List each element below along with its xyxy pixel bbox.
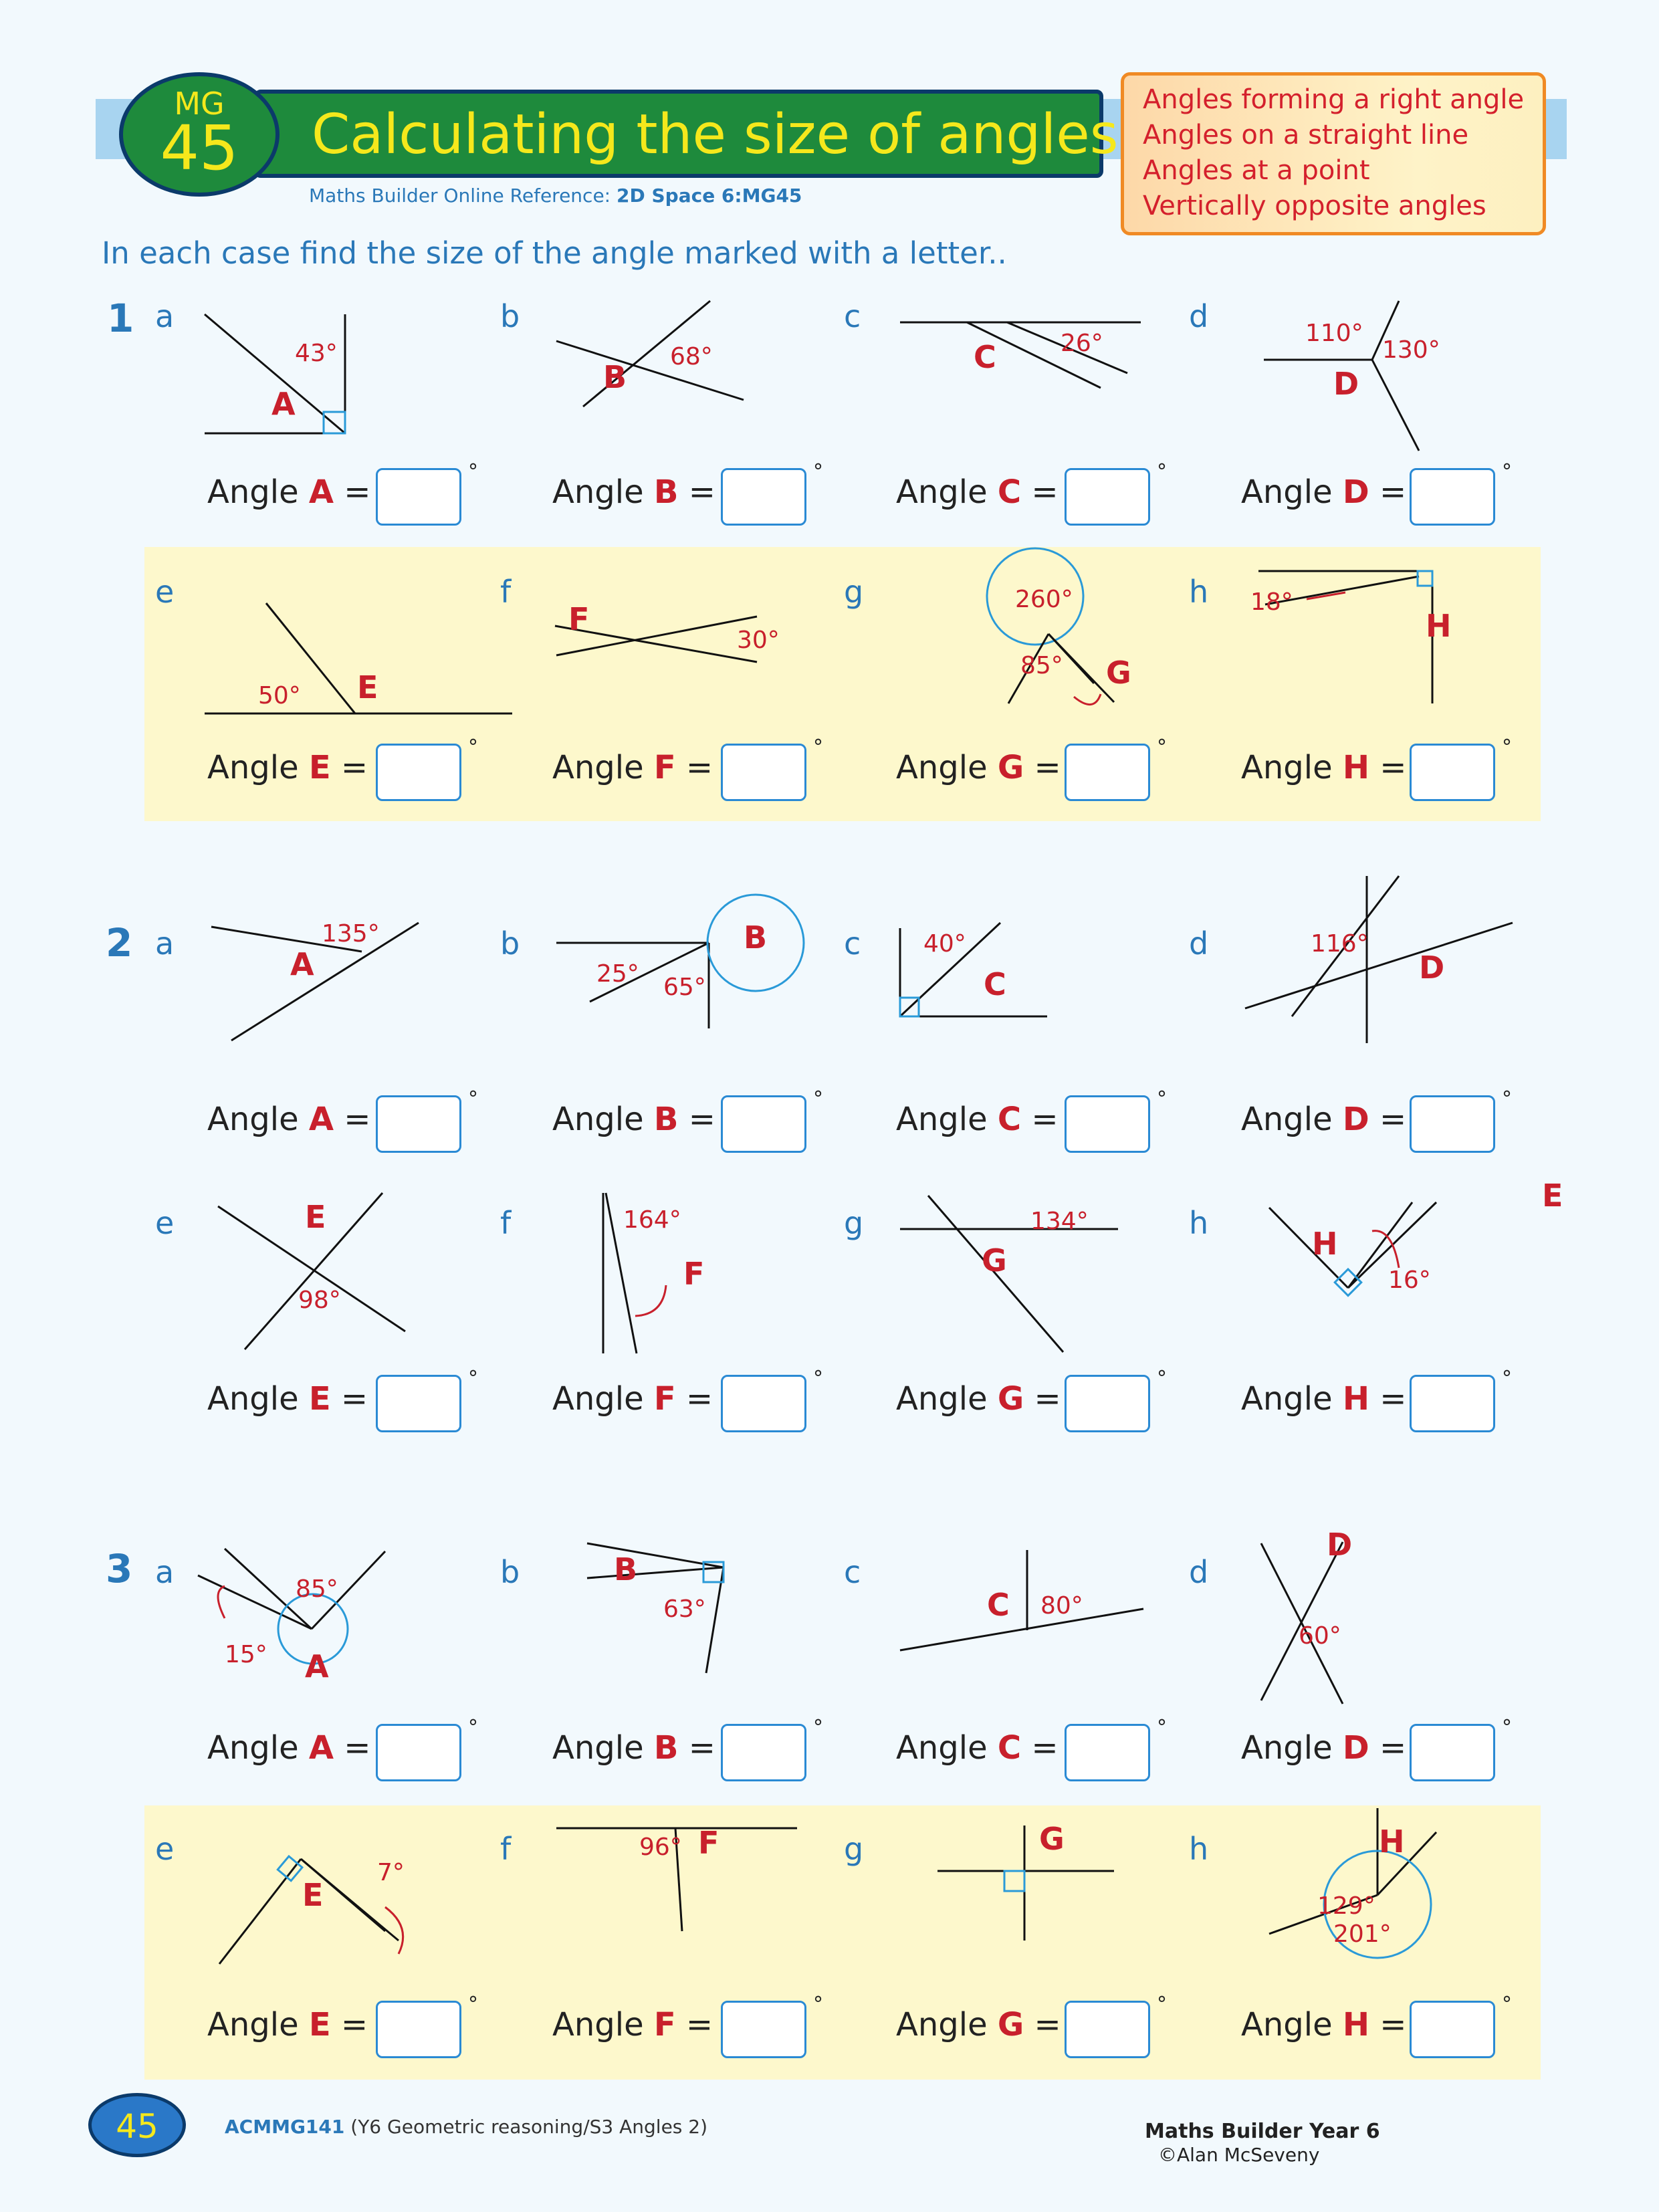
answer-input-box[interactable] bbox=[1410, 1095, 1495, 1153]
degree-symbol: ° bbox=[1157, 736, 1167, 759]
angle-value-label: 98° bbox=[298, 1287, 341, 1314]
answer-label bbox=[896, 1729, 1059, 1767]
answer-prefix: Angle bbox=[207, 1729, 299, 1767]
angle-letter-label: C bbox=[987, 1587, 1010, 1623]
topics-box bbox=[1121, 72, 1546, 235]
diagram-line bbox=[198, 1575, 312, 1629]
page-number: 45 bbox=[116, 2107, 158, 2146]
angle-letter-label: B bbox=[614, 1551, 638, 1587]
answer-prefix: Angle bbox=[552, 1380, 644, 1418]
equals-sign: = bbox=[1379, 749, 1407, 786]
answer-prefix: Angle bbox=[896, 1101, 988, 1138]
answer-label bbox=[552, 2006, 713, 2043]
angle-letter-label: F bbox=[568, 601, 590, 637]
answer-input-box[interactable] bbox=[1410, 2001, 1495, 2058]
answer-prefix: Angle bbox=[207, 2006, 299, 2043]
answer-input-box[interactable] bbox=[376, 2001, 461, 2058]
equals-sign: = bbox=[1034, 2006, 1061, 2043]
equals-sign: = bbox=[1031, 1101, 1059, 1138]
degree-symbol: ° bbox=[1502, 460, 1512, 483]
answer-input-box[interactable] bbox=[376, 468, 461, 526]
question-number: 2 bbox=[106, 920, 133, 966]
lesson-badge-number: 45 bbox=[160, 112, 239, 184]
answer-label bbox=[896, 1101, 1059, 1138]
angle-letter-label: G bbox=[1039, 1821, 1065, 1857]
answer-input-box[interactable] bbox=[1410, 1375, 1495, 1432]
angle-value-label: 164° bbox=[623, 1206, 681, 1234]
angle-letter-label: D bbox=[1327, 1527, 1353, 1563]
angle-letter-label: C bbox=[984, 966, 1006, 1002]
answer-letter: B bbox=[653, 1729, 679, 1767]
angle-diagram bbox=[118, 288, 465, 468]
angle-value-label: 135° bbox=[322, 920, 380, 948]
sub-question-letter: f bbox=[500, 574, 512, 610]
angle-diagram bbox=[118, 915, 465, 1095]
degree-symbol: ° bbox=[813, 736, 823, 759]
angle-letter-label: F bbox=[683, 1256, 705, 1292]
answer-label bbox=[552, 749, 713, 786]
answer-label bbox=[896, 473, 1059, 511]
sub-question-letter: e bbox=[155, 574, 175, 610]
angle-value-label: 110° bbox=[1305, 320, 1363, 347]
angle-diagram bbox=[463, 915, 810, 1095]
angle-value-label: 18° bbox=[1250, 588, 1293, 616]
degree-symbol: ° bbox=[1502, 736, 1512, 759]
answer-input-box[interactable] bbox=[1065, 468, 1150, 526]
page-number-badge bbox=[88, 2093, 186, 2157]
angle-letter-label: A bbox=[305, 1648, 329, 1684]
sub-question-letter: b bbox=[500, 298, 520, 334]
angle-diagram bbox=[806, 563, 1154, 744]
answer-label bbox=[207, 473, 371, 511]
answer-input-box[interactable] bbox=[1410, 468, 1495, 526]
angle-diagram bbox=[1151, 1820, 1499, 2001]
angle-value-label: 260° bbox=[1015, 586, 1073, 613]
answer-input-box[interactable] bbox=[1065, 2001, 1150, 2058]
equals-sign: = bbox=[1379, 2006, 1407, 2043]
answer-prefix: Angle bbox=[552, 473, 644, 511]
answer-prefix: Angle bbox=[207, 1101, 299, 1138]
diagram-line bbox=[1245, 923, 1513, 1008]
answer-input-box[interactable] bbox=[721, 744, 806, 801]
answer-input-box[interactable] bbox=[721, 1724, 806, 1781]
answer-letter: F bbox=[653, 2006, 676, 2043]
angle-diagram bbox=[806, 1543, 1154, 1724]
degree-symbol: ° bbox=[1157, 1367, 1167, 1390]
sub-question-letter: c bbox=[844, 925, 861, 962]
answer-label bbox=[896, 749, 1061, 786]
sub-question-letter: a bbox=[155, 1554, 175, 1590]
degree-symbol: ° bbox=[1157, 460, 1167, 483]
angle-letter-label: F bbox=[698, 1825, 720, 1861]
answer-input-box[interactable] bbox=[376, 1375, 461, 1432]
angle-letter-label: A bbox=[271, 386, 296, 422]
angle-letter-label: H bbox=[1426, 608, 1452, 644]
angle-letter-label: G bbox=[1106, 655, 1131, 691]
sub-question-letter: e bbox=[155, 1205, 175, 1241]
angle-value-label: 129° bbox=[1317, 1892, 1375, 1920]
angle-diagram bbox=[806, 288, 1154, 468]
answer-letter: G bbox=[997, 749, 1024, 786]
arrow-icon bbox=[1074, 694, 1101, 705]
answer-prefix: Angle bbox=[552, 2006, 644, 2043]
answer-label bbox=[896, 2006, 1061, 2043]
sub-question-letter: c bbox=[844, 1554, 861, 1590]
sub-question-letter: h bbox=[1189, 574, 1209, 610]
degree-symbol: ° bbox=[1502, 1716, 1512, 1739]
arrow-icon bbox=[218, 1586, 225, 1618]
sub-question-letter: h bbox=[1189, 1205, 1209, 1241]
angle-letter-label: C bbox=[974, 339, 996, 375]
degree-symbol: ° bbox=[1157, 1993, 1167, 2016]
angle-value-label: 130° bbox=[1382, 336, 1440, 364]
degree-symbol: ° bbox=[813, 460, 823, 483]
answer-label bbox=[207, 2006, 368, 2043]
sub-question-letter: g bbox=[844, 1831, 864, 1867]
sub-question-letter: a bbox=[155, 925, 175, 962]
angle-letter-label: E bbox=[305, 1199, 326, 1235]
answer-prefix: Angle bbox=[896, 473, 988, 511]
angle-letter-label: B bbox=[744, 919, 768, 956]
diagram-line bbox=[706, 1567, 724, 1673]
angle-diagram bbox=[463, 1820, 810, 2001]
degree-symbol: ° bbox=[1502, 1993, 1512, 2016]
answer-letter: E bbox=[308, 2006, 331, 2043]
equals-sign: = bbox=[340, 1380, 368, 1418]
answer-prefix: Angle bbox=[552, 1729, 644, 1767]
answer-letter: B bbox=[653, 473, 679, 511]
sub-question-letter: e bbox=[155, 1831, 175, 1867]
diagram-line bbox=[219, 1859, 301, 1964]
answer-letter: C bbox=[997, 473, 1022, 511]
sub-question-letter: g bbox=[844, 574, 864, 610]
answer-input-box[interactable] bbox=[376, 1724, 461, 1781]
angle-value-label: 43° bbox=[295, 340, 338, 367]
angle-value-label: 15° bbox=[225, 1641, 267, 1668]
angle-letter-label: H bbox=[1379, 1823, 1405, 1860]
degree-symbol: ° bbox=[1502, 1367, 1512, 1390]
right-angle-marker bbox=[278, 1856, 302, 1881]
answer-input-box[interactable] bbox=[721, 1095, 806, 1153]
answer-input-box[interactable] bbox=[1065, 1724, 1150, 1781]
answer-input-box[interactable] bbox=[376, 744, 461, 801]
answer-letter: H bbox=[1342, 1380, 1370, 1418]
angle-letter-label: B bbox=[603, 359, 627, 395]
answer-prefix: Angle bbox=[207, 1380, 299, 1418]
equals-sign: = bbox=[1379, 1380, 1407, 1418]
answer-prefix: Angle bbox=[896, 749, 988, 786]
topic-item: Angles at a point bbox=[1143, 155, 1370, 186]
copyright: ©Alan McSeveny bbox=[1158, 2144, 1320, 2166]
lesson-badge bbox=[119, 72, 280, 197]
angle-value-label: 26° bbox=[1061, 330, 1103, 357]
answer-input-box[interactable] bbox=[1410, 1724, 1495, 1781]
answer-label bbox=[1241, 749, 1407, 786]
title-bar bbox=[254, 90, 1119, 178]
question-number: 1 bbox=[107, 296, 134, 341]
degree-symbol: ° bbox=[813, 1087, 823, 1111]
answer-prefix: Angle bbox=[552, 749, 644, 786]
lesson-badge-mg: MG bbox=[174, 86, 225, 122]
sub-question-letter: h bbox=[1189, 1831, 1209, 1867]
answer-label bbox=[552, 1729, 715, 1767]
answer-input-box[interactable] bbox=[1065, 1375, 1150, 1432]
angle-value-label: 50° bbox=[258, 682, 301, 709]
equals-sign: = bbox=[1379, 1101, 1407, 1138]
angle-diagram bbox=[1151, 1527, 1499, 1724]
angle-letter-label: D bbox=[1333, 366, 1359, 402]
angle-diagram bbox=[806, 1820, 1154, 2001]
equals-sign: = bbox=[688, 1729, 715, 1767]
degree-symbol: ° bbox=[813, 1367, 823, 1390]
answer-letter: G bbox=[997, 1380, 1024, 1418]
angle-letter-label: E bbox=[1542, 1178, 1563, 1214]
answer-letter: C bbox=[997, 1729, 1022, 1767]
angle-diagram bbox=[463, 1543, 810, 1724]
answer-label bbox=[1241, 473, 1406, 511]
answer-letter: H bbox=[1342, 749, 1370, 786]
equals-sign: = bbox=[685, 1380, 713, 1418]
angle-diagram bbox=[463, 563, 810, 744]
right-angle-marker bbox=[1418, 571, 1432, 586]
angle-letter-label: E bbox=[302, 1877, 324, 1913]
answer-letter: B bbox=[653, 1101, 679, 1138]
answer-label bbox=[1241, 2006, 1407, 2043]
answer-letter: G bbox=[997, 2006, 1024, 2043]
right-angle-marker bbox=[1335, 1269, 1361, 1296]
code: ACMMG141 bbox=[225, 2116, 345, 2138]
equals-sign: = bbox=[685, 2006, 713, 2043]
topic-item: Angles forming a right angle bbox=[1143, 84, 1525, 115]
answer-letter: H bbox=[1342, 2006, 1370, 2043]
angle-letter-label: H bbox=[1312, 1226, 1338, 1262]
answer-prefix: Angle bbox=[896, 1380, 988, 1418]
equals-sign: = bbox=[340, 2006, 368, 2043]
angle-letter-label: E bbox=[357, 669, 378, 705]
angle-diagram bbox=[806, 1194, 1154, 1375]
page-title: Calculating the size of angles bbox=[312, 103, 1119, 167]
angle-value-label: 65° bbox=[663, 974, 706, 1001]
angle-value-label: 30° bbox=[737, 627, 780, 654]
angle-diagram bbox=[1151, 1178, 1563, 1375]
angle-letter-label: D bbox=[1419, 950, 1445, 986]
answer-input-box[interactable] bbox=[721, 468, 806, 526]
answer-label bbox=[552, 1380, 713, 1418]
answer-letter: F bbox=[653, 1380, 676, 1418]
degree-symbol: ° bbox=[468, 1993, 478, 2016]
answer-prefix: Angle bbox=[1241, 473, 1333, 511]
sub-question-letter: f bbox=[500, 1831, 512, 1867]
answer-label bbox=[207, 1380, 368, 1418]
reference-label: Maths Builder Online Reference: bbox=[309, 185, 611, 207]
answer-letter: D bbox=[1342, 1101, 1369, 1138]
answer-label bbox=[1241, 1729, 1406, 1767]
degree-symbol: ° bbox=[813, 1993, 823, 2016]
answer-letter: D bbox=[1342, 1729, 1369, 1767]
angle-value-label: 96° bbox=[639, 1834, 682, 1861]
sub-question-letter: b bbox=[500, 1554, 520, 1590]
angle-diagram bbox=[118, 563, 465, 744]
angle-value-label: 7° bbox=[377, 1859, 405, 1886]
book-title: Maths Builder Year 6 bbox=[1145, 2120, 1380, 2143]
online-reference bbox=[309, 185, 802, 207]
answer-input-box[interactable] bbox=[376, 1095, 461, 1153]
reference-value: 2D Space 6:MG45 bbox=[617, 185, 802, 207]
equals-sign: = bbox=[340, 749, 368, 786]
diagram-line bbox=[1372, 360, 1419, 451]
instruction: In each case find the size of the angle marked with a letter.. bbox=[102, 235, 1007, 271]
angle-diagram bbox=[118, 1543, 465, 1724]
sub-question-letter: d bbox=[1189, 925, 1209, 962]
equals-sign: = bbox=[1379, 1729, 1407, 1767]
sub-question-letter: c bbox=[844, 298, 861, 334]
angle-diagram bbox=[463, 288, 810, 468]
angle-value-label: 116° bbox=[1311, 930, 1369, 958]
code-description: (Y6 Geometric reasoning/S3 Angles 2) bbox=[350, 2116, 708, 2138]
angle-value-label: 63° bbox=[663, 1595, 706, 1623]
answer-prefix: Angle bbox=[896, 1729, 988, 1767]
right-angle-marker bbox=[1004, 1871, 1024, 1891]
angle-value-label: 201° bbox=[1333, 1920, 1392, 1948]
sub-question-letter: g bbox=[844, 1205, 864, 1241]
answer-letter: D bbox=[1342, 473, 1369, 511]
angle-value-label: 68° bbox=[670, 343, 713, 370]
sub-question-letter: d bbox=[1189, 298, 1209, 334]
answer-letter: C bbox=[997, 1101, 1022, 1138]
answer-input-box[interactable] bbox=[1410, 744, 1495, 801]
answer-input-box[interactable] bbox=[721, 2001, 806, 2058]
answer-input-box[interactable] bbox=[1065, 1095, 1150, 1153]
curriculum-code bbox=[225, 2116, 707, 2138]
answer-label bbox=[207, 1101, 371, 1138]
angle-diagram bbox=[118, 1820, 465, 2001]
answer-letter: E bbox=[308, 1380, 331, 1418]
degree-symbol: ° bbox=[468, 460, 478, 483]
answer-label bbox=[552, 473, 715, 511]
answer-label bbox=[552, 1101, 715, 1138]
answer-label bbox=[1241, 1380, 1407, 1418]
degree-symbol: ° bbox=[1502, 1087, 1512, 1111]
angle-letter-label: G bbox=[982, 1242, 1007, 1279]
degree-symbol: ° bbox=[468, 1367, 478, 1390]
angle-value-label: 134° bbox=[1030, 1208, 1089, 1235]
answer-prefix: Angle bbox=[207, 473, 299, 511]
answer-letter: A bbox=[308, 1729, 334, 1767]
degree-symbol: ° bbox=[468, 1716, 478, 1739]
degree-symbol: ° bbox=[468, 1087, 478, 1111]
angle-value-label: 60° bbox=[1299, 1622, 1341, 1650]
equals-sign: = bbox=[688, 1101, 715, 1138]
answer-prefix: Angle bbox=[896, 2006, 988, 2043]
answer-prefix: Angle bbox=[1241, 1101, 1333, 1138]
answer-letter: A bbox=[308, 473, 334, 511]
answer-label bbox=[207, 1729, 371, 1767]
angle-diagram bbox=[1151, 563, 1499, 744]
equals-sign: = bbox=[344, 1101, 371, 1138]
angle-diagram bbox=[463, 1194, 810, 1375]
answer-prefix: Angle bbox=[1241, 1380, 1333, 1418]
answer-letter: E bbox=[308, 749, 331, 786]
equals-sign: = bbox=[1034, 1380, 1061, 1418]
answer-prefix: Angle bbox=[207, 749, 299, 786]
degree-symbol: ° bbox=[1157, 1716, 1167, 1739]
equals-sign: = bbox=[1031, 473, 1059, 511]
angle-value-label: 85° bbox=[296, 1575, 338, 1603]
equals-sign: = bbox=[685, 749, 713, 786]
answer-label bbox=[207, 749, 368, 786]
equals-sign: = bbox=[344, 1729, 371, 1767]
sub-question-letter: a bbox=[155, 298, 175, 334]
arrow-icon bbox=[635, 1285, 666, 1316]
sub-question-letter: d bbox=[1189, 1554, 1209, 1590]
angle-value-label: 40° bbox=[923, 930, 966, 958]
degree-symbol: ° bbox=[1157, 1087, 1167, 1111]
equals-sign: = bbox=[1379, 473, 1407, 511]
sub-question-letter: f bbox=[500, 1205, 512, 1241]
answer-prefix: Angle bbox=[1241, 2006, 1333, 2043]
degree-symbol: ° bbox=[468, 736, 478, 759]
angle-value-label: 85° bbox=[1020, 652, 1063, 679]
answer-input-box[interactable] bbox=[721, 1375, 806, 1432]
degree-symbol: ° bbox=[813, 1716, 823, 1739]
sub-question-letter: b bbox=[500, 925, 520, 962]
equals-sign: = bbox=[1031, 1729, 1059, 1767]
answer-letter: F bbox=[653, 749, 676, 786]
topic-item: Angles on a straight line bbox=[1143, 120, 1469, 150]
angle-diagram bbox=[118, 1194, 465, 1375]
angle-letter-label: A bbox=[290, 946, 314, 982]
angle-value-label: 25° bbox=[596, 960, 639, 988]
equals-sign: = bbox=[344, 473, 371, 511]
angle-diagram bbox=[806, 915, 1154, 1095]
angle-diagram bbox=[1151, 915, 1499, 1095]
answer-letter: A bbox=[308, 1101, 334, 1138]
topic-item: Vertically opposite angles bbox=[1143, 191, 1486, 221]
angle-value-label: 16° bbox=[1388, 1266, 1431, 1294]
answer-label bbox=[896, 1380, 1061, 1418]
answer-input-box[interactable] bbox=[1065, 744, 1150, 801]
angle-diagram bbox=[1151, 288, 1499, 468]
question-number: 3 bbox=[106, 1546, 133, 1591]
angle-value-label: 80° bbox=[1040, 1592, 1083, 1620]
equals-sign: = bbox=[688, 473, 715, 511]
answer-label bbox=[1241, 1101, 1406, 1138]
answer-prefix: Angle bbox=[552, 1101, 644, 1138]
diagram-line bbox=[900, 1609, 1143, 1650]
answer-prefix: Angle bbox=[1241, 1729, 1333, 1767]
equals-sign: = bbox=[1034, 749, 1061, 786]
answer-prefix: Angle bbox=[1241, 749, 1333, 786]
